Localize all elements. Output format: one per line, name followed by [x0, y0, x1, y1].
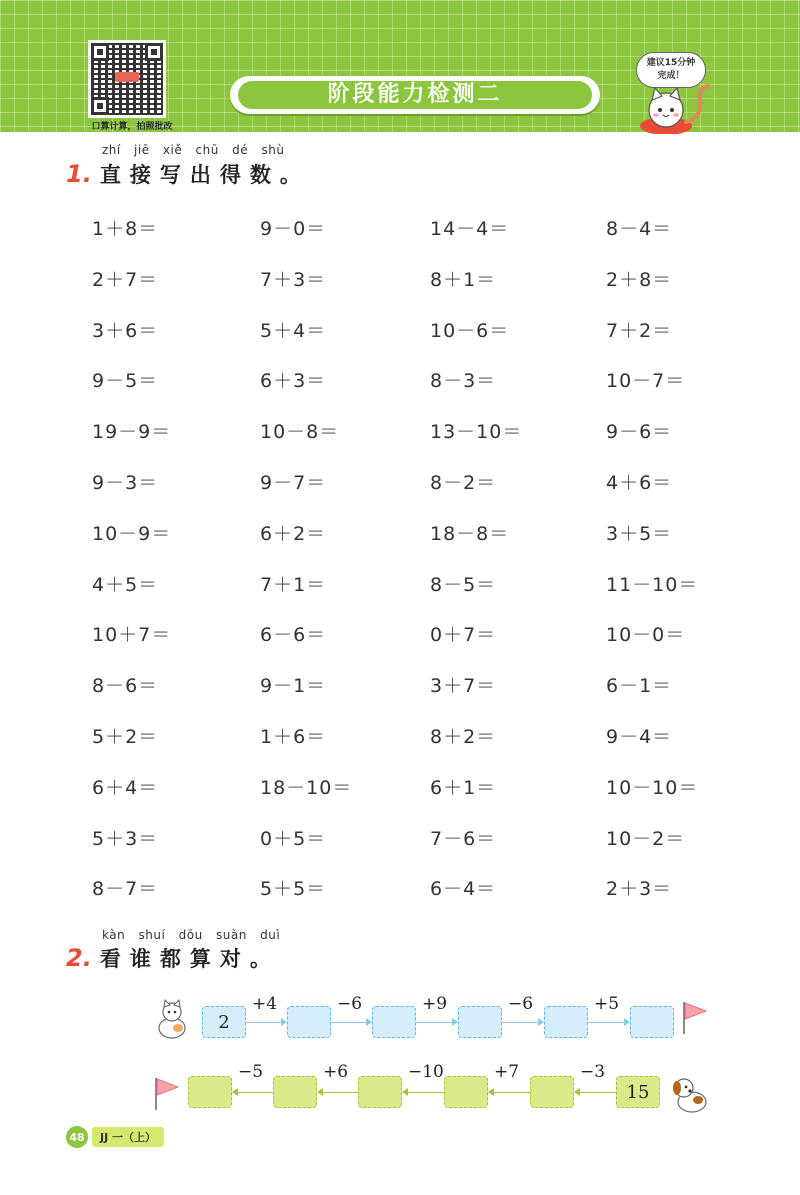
expression-item: 10－9＝: [92, 522, 172, 545]
chain1-operation: −6: [337, 994, 363, 1014]
expression-item: 10－7＝: [606, 370, 686, 393]
chain2-operation: −5: [238, 1062, 264, 1082]
expression-item: 0＋7＝: [430, 624, 497, 647]
chain1-answer-box[interactable]: [372, 1006, 416, 1038]
expression-item: 8－4＝: [606, 218, 673, 240]
chain2-operation: −3: [580, 1062, 606, 1082]
page-footer: [66, 1128, 164, 1146]
chain2-arrowhead: [488, 1088, 494, 1096]
expression-item: 8＋2＝: [430, 726, 497, 748]
chain1-answer-box[interactable]: [287, 1006, 331, 1038]
expression-item: 11－10＝: [606, 573, 699, 596]
expression-item: 10＋7＝: [92, 624, 172, 647]
page-title: 阶段能力检测二: [238, 81, 592, 109]
expression-item: 13－10＝: [430, 421, 523, 444]
chain2-operation: +6: [323, 1062, 349, 1082]
expression-item: 9－6＝: [606, 421, 673, 444]
section1-number: 1.: [66, 160, 92, 188]
chain1-arrow: [416, 1022, 453, 1023]
tip-line-1: 建议15分钟: [646, 58, 696, 68]
expression-item: 9－0＝: [260, 218, 327, 240]
chain1-operation: +9: [422, 994, 448, 1014]
expression-item: 8－6＝: [92, 675, 159, 698]
expression-item: 1＋6＝: [260, 726, 327, 748]
dog-icon: [668, 1074, 712, 1114]
tip-line-2: 完成！: [657, 71, 685, 81]
expression-item: 2＋8＝: [606, 268, 673, 291]
section1-title: 直接写出得数。: [99, 163, 310, 187]
cat-icon: [150, 998, 194, 1040]
expression-item: 7＋1＝: [260, 573, 327, 596]
chain1-operation: +4: [252, 994, 278, 1014]
chain2-arrow: [493, 1092, 530, 1093]
expression-item: 5＋2＝: [92, 726, 159, 748]
expression-item: 4＋6＝: [606, 472, 673, 494]
chain1-arrow: [331, 1022, 367, 1023]
chain2-arrow: [579, 1092, 616, 1093]
expression-item: 8－3＝: [430, 370, 497, 393]
chain1-arrow: [502, 1022, 539, 1023]
chain2-arrowhead: [574, 1088, 580, 1096]
expression-item: 6＋3＝: [260, 370, 327, 393]
chain1-operation: +5: [594, 994, 620, 1014]
expression-item: 3＋6＝: [92, 319, 159, 342]
section2-heading: [66, 942, 280, 974]
expression-item: 5＋5＝: [260, 878, 327, 901]
expression-item: 6＋1＝: [430, 776, 497, 799]
chain2-answer-box[interactable]: [188, 1076, 232, 1108]
expression-item: 8－2＝: [430, 472, 497, 494]
expression-grid: [0, 200, 800, 910]
expression-item: 18－8＝: [430, 522, 510, 545]
expression-item: 7＋3＝: [260, 268, 327, 291]
expression-item: 3＋5＝: [606, 522, 673, 545]
chain2-answer-box[interactable]: [273, 1076, 317, 1108]
chain2-answer-box[interactable]: [358, 1076, 402, 1108]
expression-item: 18－10＝: [260, 776, 353, 799]
expression-item: 6＋2＝: [260, 522, 327, 545]
section1-pinyin: zhí jiē xiě chū dé shù: [102, 143, 285, 157]
flag-icon: [152, 1076, 182, 1110]
expression-item: 7－6＝: [430, 827, 497, 850]
calculation-chains: [140, 990, 720, 1120]
qr-caption: 口算计算，拍照批改: [91, 122, 173, 132]
chain2-start-box: 15: [616, 1076, 660, 1108]
expression-item: 0＋5＝: [260, 827, 327, 850]
chain1-answer-box[interactable]: [630, 1006, 674, 1038]
expression-item: 2＋3＝: [606, 878, 673, 901]
expression-item: 1＋8＝: [92, 218, 159, 240]
chain2-arrow: [407, 1092, 444, 1093]
expression-item: 14－4＝: [430, 218, 510, 240]
chain1-operation: −6: [508, 994, 534, 1014]
expression-item: 3＋7＝: [430, 675, 497, 698]
section2-title: 看谁都算对。: [99, 947, 280, 971]
expression-item: 5＋3＝: [92, 827, 159, 850]
page-number: 48: [66, 1126, 88, 1148]
flag-icon: [680, 1000, 710, 1034]
chain1-answer-box[interactable]: [544, 1006, 588, 1038]
expression-item: 9－1＝: [260, 675, 327, 698]
chain2-answer-box[interactable]: [444, 1076, 488, 1108]
expression-item: 10－2＝: [606, 827, 686, 850]
expression-item: 8＋1＝: [430, 268, 497, 291]
expression-item: 9－4＝: [606, 726, 673, 748]
chain2-operation: −10: [408, 1062, 444, 1082]
chain1-start-box: 2: [202, 1006, 246, 1038]
chain2-arrowhead: [232, 1088, 238, 1096]
chain2-answer-box[interactable]: [530, 1076, 574, 1108]
chain2-arrow: [237, 1092, 273, 1093]
expression-item: 7＋2＝: [606, 319, 673, 342]
expression-item: 9－7＝: [260, 472, 327, 494]
cat-mascot-icon: [636, 82, 720, 134]
expression-item: 2＋7＝: [92, 268, 159, 291]
chain1-answer-box[interactable]: [458, 1006, 502, 1038]
expression-item: 6－1＝: [606, 675, 673, 698]
chain1-arrow: [246, 1022, 282, 1023]
expression-item: 8－5＝: [430, 573, 497, 596]
expression-item: 6＋4＝: [92, 776, 159, 799]
chain2-arrow: [322, 1092, 358, 1093]
edition-label: JJ 一（上）: [92, 1127, 164, 1147]
chain2-arrowhead: [402, 1088, 408, 1096]
page-header: [0, 0, 800, 132]
expression-item: 5＋4＝: [260, 319, 327, 342]
qr-code[interactable]: [88, 40, 166, 118]
expression-item: 4＋5＝: [92, 573, 159, 596]
expression-item: 9－3＝: [92, 472, 159, 494]
chain2-operation: +7: [494, 1062, 520, 1082]
expression-item: 10－10＝: [606, 776, 699, 799]
title-banner: [230, 76, 600, 114]
expression-item: 6－4＝: [430, 878, 497, 901]
expression-item: 6－6＝: [260, 624, 327, 647]
section1-heading: [66, 158, 310, 190]
expression-item: 8－7＝: [92, 878, 159, 901]
expression-item: 19－9＝: [92, 421, 172, 444]
section2-pinyin: kàn shuí dōu suàn duì: [102, 928, 281, 942]
chain1-arrow: [588, 1022, 625, 1023]
expression-item: 10－8＝: [260, 421, 340, 444]
expression-item: 10－6＝: [430, 319, 510, 342]
section2-number: 2.: [66, 944, 92, 972]
expression-item: 10－0＝: [606, 624, 686, 647]
chain2-arrowhead: [317, 1088, 323, 1096]
expression-item: 9－5＝: [92, 370, 159, 393]
